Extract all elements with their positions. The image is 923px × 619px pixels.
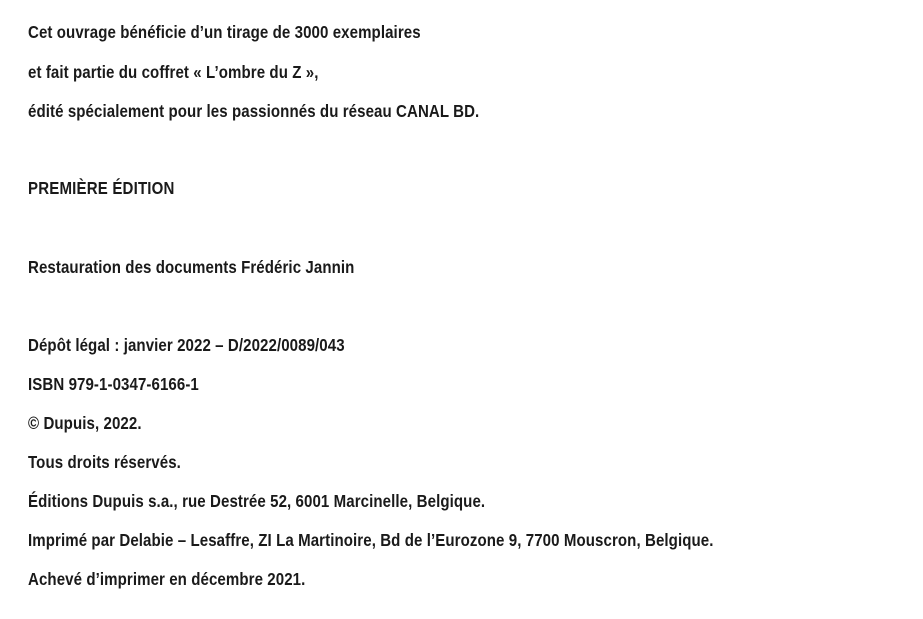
intro-line-2: et fait partie du coffret « L’ombre du Z », — [28, 62, 319, 82]
intro-line-1: Cet ouvrage bénéficie d’un tirage de 3000 exemplaires — [28, 22, 421, 42]
legal-deposit: Dépôt légal : janvier 2022 – D/2022/0089/043 — [28, 335, 345, 355]
intro-line-3: édité spécialement pour les passionnés du réseau CANAL BD. — [28, 101, 480, 121]
printer-address: Imprimé par Delabie – Lesaffre, ZI La Martinoire, Bd de l’Eurozone 9, 7700 Mouscron, Belgique. — [28, 530, 714, 550]
restoration-credit: Restauration des documents Frédéric Jannin — [28, 257, 355, 277]
rights-reserved: Tous droits réservés. — [28, 452, 181, 472]
isbn: ISBN 979-1-0347-6166-1 — [28, 374, 199, 394]
edition-heading: PREMIÈRE ÉDITION — [28, 178, 175, 198]
copyright: © Dupuis, 2022. — [28, 413, 142, 433]
print-completion-date: Achevé d’imprimer en décembre 2021. — [28, 569, 306, 589]
publisher-address: Éditions Dupuis s.a., rue Destrée 52, 6001 Marcinelle, Belgique. — [28, 491, 486, 511]
